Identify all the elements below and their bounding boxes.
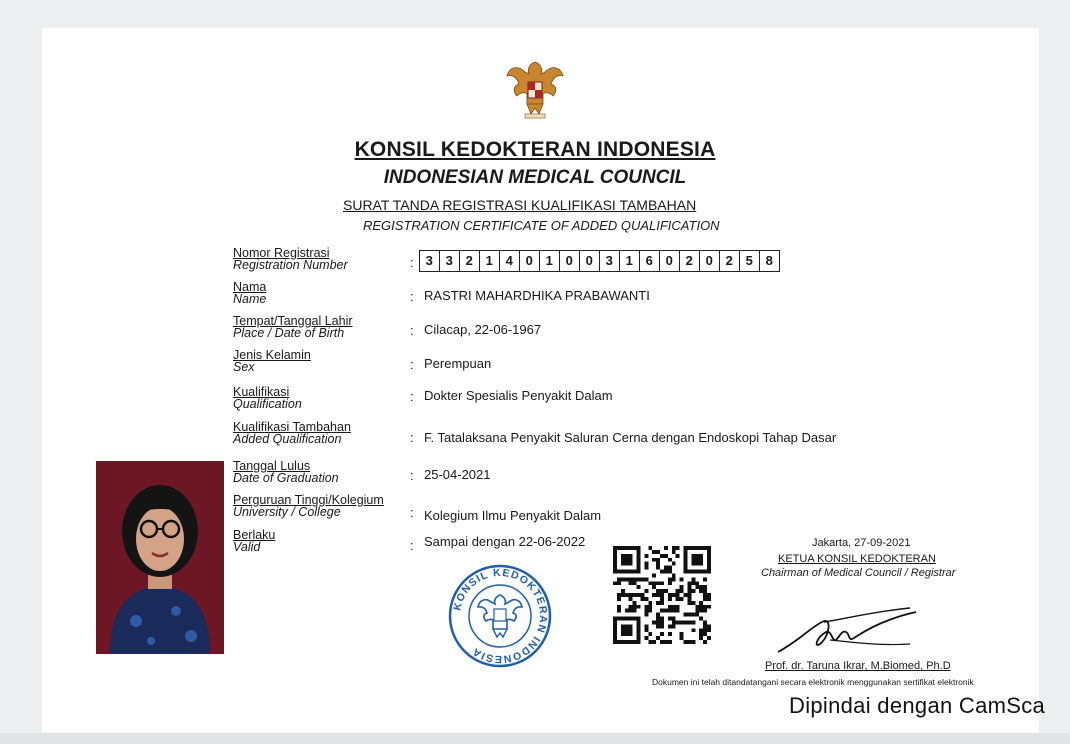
electronic-signature-note: Dokumen ini telah ditandatangani secara elektronik menggunakan sertifikat elektronik — [652, 677, 974, 687]
colon: : — [410, 255, 414, 270]
certificate-subtitle-english: REGISTRATION CERTIFICATE OF ADDED QUALIFICATION — [363, 218, 720, 233]
registration-digit: 3 — [599, 250, 621, 272]
registration-digit: 1 — [539, 250, 561, 272]
added-qualification-value: F. Tatalaksana Penyakit Saluran Cerna dengan Endoskopi Tahap Dasar — [424, 430, 837, 445]
registration-digit: 1 — [479, 250, 501, 272]
sex-label: Jenis Kelamin Sex — [233, 348, 311, 374]
registration-digit: 8 — [759, 250, 781, 272]
college-label: Perguruan Tinggi/Kolegium University / College — [233, 493, 384, 519]
signatory-role: KETUA KONSIL KEDOKTERAN — [778, 553, 936, 565]
council-stamp — [447, 563, 553, 669]
registration-digit: 2 — [459, 250, 481, 272]
signatory-role-english: Chairman of Medical Council / Registrar — [761, 567, 956, 579]
certificate-subtitle: SURAT TANDA REGISTRASI KUALIFIKASI TAMBAHAN — [343, 197, 697, 213]
holder-photo — [96, 461, 224, 654]
name-label: Nama Name — [233, 280, 267, 306]
registration-digit: 0 — [659, 250, 681, 272]
garuda-emblem-icon — [505, 58, 565, 120]
sex-value: Perempuan — [424, 356, 492, 371]
colon: : — [410, 323, 414, 338]
colon: : — [410, 389, 414, 404]
birth-label: Tempat/Tanggal Lahir Place / Date of Birth — [233, 314, 353, 340]
handwritten-signature — [770, 600, 920, 660]
page-bottom-edge — [0, 733, 1070, 744]
registration-digit: 1 — [619, 250, 641, 272]
signatory-name: Prof. dr. Taruna Ikrar, M.Biomed, Ph.D — [765, 660, 951, 672]
registration-digit: 4 — [499, 250, 521, 272]
registration-digit: 0 — [699, 250, 721, 272]
registration-digit: 6 — [639, 250, 661, 272]
registration-digit: 2 — [719, 250, 741, 272]
registration-digit: 0 — [519, 250, 541, 272]
added-qualification-label: Kualifikasi Tambahan Added Qualification — [233, 420, 351, 446]
registration-label: Nomor Registrasi Registration Number — [233, 246, 348, 272]
colon: : — [410, 357, 414, 372]
colon: : — [410, 430, 414, 445]
registration-digit: 5 — [739, 250, 761, 272]
graduation-value: 25-04-2021 — [424, 467, 491, 482]
name-value: RASTRI MAHARDHIKA PRABAWANTI — [424, 288, 650, 303]
colon: : — [410, 289, 414, 304]
svg-text:KONSIL KEDOKTERAN INDONESIA — [451, 567, 549, 665]
registration-digit: 2 — [679, 250, 701, 272]
birth-value: Cilacap, 22-06-1967 — [424, 322, 542, 337]
qr-code-icon — [613, 546, 711, 644]
registration-number-boxes — [420, 250, 780, 272]
college-value: Kolegium Ilmu Penyakit Dalam — [424, 508, 602, 523]
council-title-english: INDONESIAN MEDICAL COUNCIL — [383, 167, 687, 188]
registration-digit: 0 — [579, 250, 601, 272]
qualification-value: Dokter Spesialis Penyakit Dalam — [424, 388, 613, 403]
graduation-label: Tanggal Lulus Date of Graduation — [233, 459, 339, 485]
valid-label: Berlaku Valid — [233, 528, 276, 554]
registration-digit: 0 — [559, 250, 581, 272]
colon: : — [410, 505, 414, 520]
camscanner-watermark: Dipindai dengan CamSca — [789, 693, 1046, 718]
signature-place-date: Jakarta, 27-09-2021 — [812, 537, 911, 549]
qualification-label: Kualifikasi Qualification — [233, 385, 302, 411]
registration-digit: 3 — [419, 250, 441, 272]
stamp-text: KONSIL KEDOKTERAN INDONESIA — [451, 566, 550, 666]
colon: : — [410, 468, 414, 483]
valid-value: Sampai dengan 22-06-2022 — [424, 534, 586, 549]
registration-digit: 3 — [439, 250, 461, 272]
council-title: KONSIL KEDOKTERAN INDONESIA — [354, 138, 716, 161]
colon: : — [410, 538, 414, 553]
